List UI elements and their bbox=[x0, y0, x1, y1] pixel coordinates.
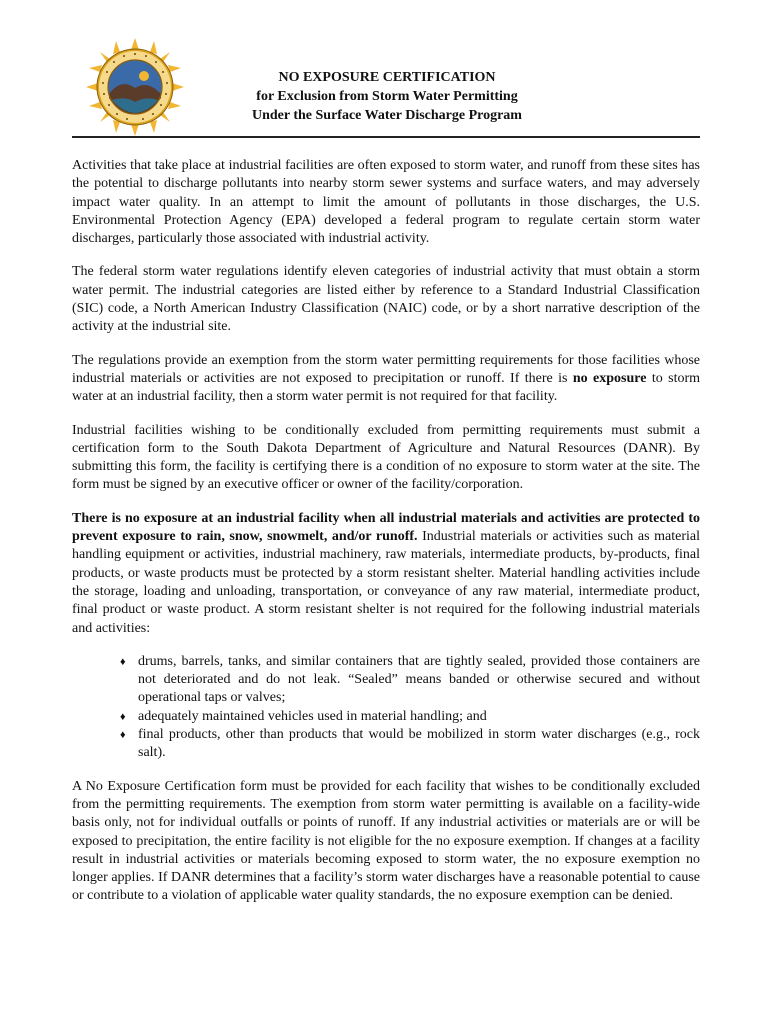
diamond-bullet-icon: ♦ bbox=[120, 729, 126, 742]
document-subtitle-2: Under the Surface Water Discharge Program bbox=[252, 108, 522, 123]
document-header bbox=[72, 68, 702, 125]
header-divider bbox=[72, 136, 700, 138]
paragraph-exemption-text-b: to storm water at an industrial facility, then a storm water permit is not required for that facility. bbox=[72, 370, 701, 405]
paragraph-regulations: The federal storm water regulations identify eleven categories of industrial activity that must obtain a storm water permit. The industrial categories are listed either by reference to a Standard Industrial Classification (SIC) code, a North American Industry Classification (NAIC) code, or by a short narrative description of the activity at the industrial site. bbox=[72, 264, 700, 335]
paragraph-exemption-text-a: The regulations provide an exemption from the storm water permitting requirements for those facilities whose industrial materials or activities are not exposed to precipitation or runoff. If there is bbox=[72, 352, 700, 386]
diamond-bullet-icon: ♦ bbox=[120, 655, 126, 668]
no-exposure-definition-text: Industrial materials or activities such as material handling equipment or activities, industrial machinery, raw materials, intermediate products, by-products, final products, or waste products must be protected by a storm resistant shelter. Material handling activities include the storage, loading and unloading, transportation, or conveyance of any raw material, intermediate product, final product or waste product. A storm resistant shelter is not required for the following industrial materials and activities: bbox=[72, 529, 701, 636]
list-item bbox=[120, 708, 700, 726]
no-exposure-definition-bold: There is no exposure at an industrial facility when all industrial materials and activities are protected to prevent exposure to rain, snow, snowmelt, and/or runoff. bbox=[72, 510, 700, 545]
paragraph-intro: Activities that take place at industrial facilities are often exposed to storm water, and runoff from these sites has the potential to discharge pollutants into nearby storm sewer systems and surface waters, and may adversely impact water quality. In an attempt to limit the amount of pollutants in those discharges, the U.S. Environmental Protection Agency (EPA) developed a federal program to regulate certain storm water discharges, particularly those associated with industrial activity. bbox=[72, 158, 700, 247]
diamond-bullet-icon: ♦ bbox=[120, 710, 126, 723]
document-body bbox=[72, 157, 700, 921]
paragraph-form-requirements: A No Exposure Certification form must be provided for each facility that wishes to be conditionally excluded from the permitting requirements. The exemption from storm water permitting is available on a facility-wide basis only, not for individual outfalls or points of runoff. If any industrial activities or materials are or will be exposed to precipitation, the entire facility is not eligible for the no exposure exemption. If changes at a facility result in industrial activities or materials becoming exposed to storm water, the no exposure exemption no longer applies. If DANR determines that a facility’s storm water discharges have a reasonable potential to cause or contribute to a violation of applicable water quality standards, the no exposure exemption can be denied. bbox=[72, 778, 700, 904]
list-item-text: adequately maintained vehicles used in material handling; and bbox=[138, 708, 487, 724]
paragraph-no-exposure-definition bbox=[72, 510, 700, 638]
document-subtitle-1: for Exclusion from Storm Water Permitting bbox=[256, 89, 518, 104]
list-item-text: final products, other than products that would be mobilized in storm water discharges (e.g., rock salt). bbox=[138, 727, 700, 761]
list-item bbox=[120, 726, 700, 763]
list-item-text: drums, barrels, tanks, and similar containers that are tightly sealed, provided those containers are not deteriorated and do not leak. “Sealed” means banded or otherwise secured and without operational taps or valves; bbox=[138, 653, 700, 706]
document-title: NO EXPOSURE CERTIFICATION bbox=[278, 70, 496, 85]
exemption-list bbox=[72, 653, 700, 763]
paragraph-certification: Industrial facilities wishing to be conditionally excluded from permitting requirements must submit a certification form to the South Dakota Department of Agriculture and Natural Resources (DANR). By submitting this form, the facility is certifying there is a condition of no exposure to storm water at the site. The form must be signed by an executive officer or owner of the facility/corporation. bbox=[72, 422, 700, 493]
list-item bbox=[120, 653, 700, 708]
paragraph-exemption bbox=[72, 352, 700, 407]
paragraph-exemption-bold: no exposure bbox=[572, 370, 647, 386]
